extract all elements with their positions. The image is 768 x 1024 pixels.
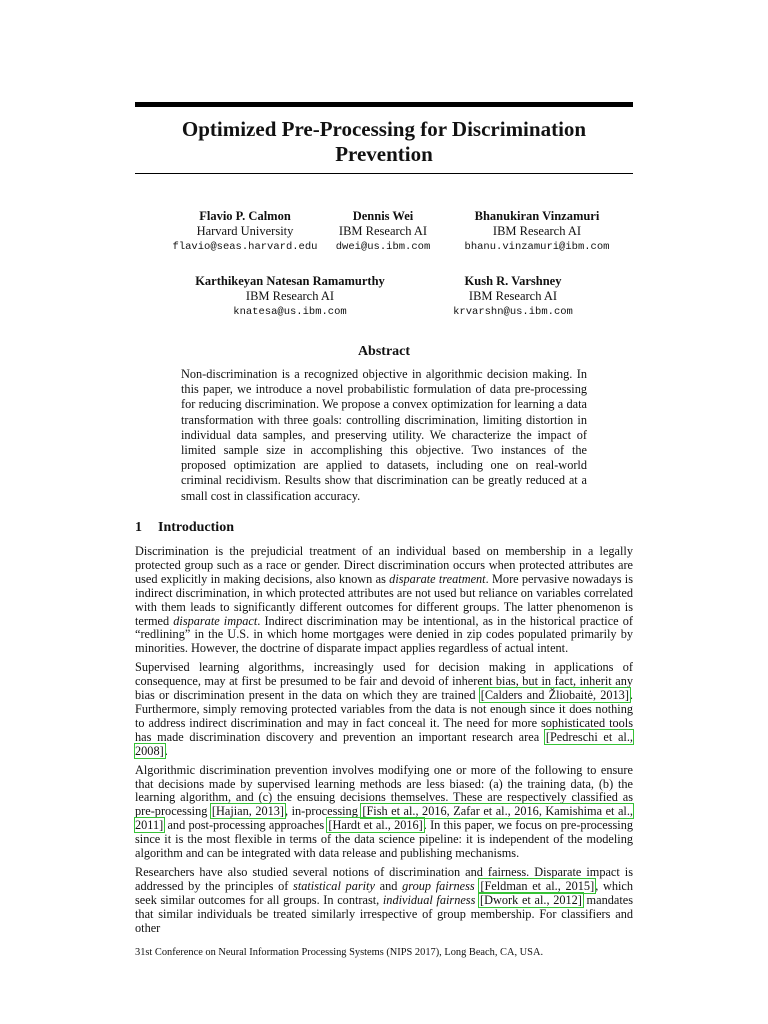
emphasis: individual fairness — [382, 892, 476, 907]
emphasis: statistical parity — [293, 878, 375, 893]
emphasis: group fairness — [402, 878, 475, 893]
title-line-1: Optimized Pre-Processing for Discrimination — [181, 117, 587, 141]
citation-link[interactable]: [Hardt et al., 2016] — [328, 818, 423, 833]
title-bottom-rule — [135, 173, 633, 174]
section-number: 1 — [135, 520, 142, 535]
author-name: Karthikeyan Natesan Ramamurthy — [195, 274, 385, 288]
abstract-text: Non-discrimination is a recognized objective in algorithmic decision making. In this paper, we introduce a novel probabilistic formulation of data pre-processing for reducing discrimination. We propose a convex optimization for learning a data transformation with three goals: controlling discrimination, limiting distortion in individual data samples, and preserving utility. We characterize the impact of limited sample size in accomplishing this objective. Two instances of the proposed optimization are applied to datasets, including one on real-world criminal recidivism. Results show that discrimination can be greatly reduced at a small cost in classification accuracy. — [181, 367, 587, 503]
author-affiliation: IBM Research AI — [338, 224, 428, 238]
author-block — [446, 209, 628, 255]
citation-link[interactable]: [Fish et al., 2016, Zafar et al., 2016, Kamishima et al., 2011] — [135, 804, 633, 833]
author-email[interactable]: krvarshn@us.ibm.com — [453, 306, 573, 318]
author-name: Dennis Wei — [352, 209, 414, 223]
citation-link[interactable]: [Hajian, 2013] — [211, 804, 285, 819]
author-block — [438, 274, 588, 320]
author-block — [160, 209, 330, 255]
title-line-2: Prevention — [335, 142, 433, 166]
author-email[interactable]: flavio@seas.harvard.edu — [172, 241, 318, 253]
citation-link[interactable]: [Pedreschi et al., 2008] — [135, 729, 633, 758]
author-email[interactable]: knatesa@us.ibm.com — [233, 306, 347, 318]
author-affiliation: IBM Research AI — [245, 289, 335, 303]
section-heading — [135, 520, 633, 536]
citation-link[interactable]: [Dwork et al., 2012] — [480, 892, 582, 907]
author-affiliation: Harvard University — [196, 224, 294, 238]
paragraph: Supervised learning algorithms, increasingly used for decision making in applications of consequence, may at first be presumed to be fair and devoid of inherent bias, but in fact, inherit any bias or discrimination present in the data on which they are trained [Calders and Žliobaitė, 2013]. Furthermore, simply removing protected variables from the data is not enough since it does nothing to address indirect discrimination and may in fact conceal it. The need for more sophisticated tools has made discrimination discovery and prevention an important research area [Pedreschi et al., 2008]. — [135, 660, 633, 758]
author-affiliation: IBM Research AI — [492, 224, 582, 238]
citation-link[interactable]: [Feldman et al., 2015] — [480, 878, 595, 893]
author-name: Flavio P. Calmon — [199, 209, 291, 223]
citation-link[interactable]: [Calders and Žliobaitė, 2013] — [480, 688, 629, 703]
title-top-rule — [135, 102, 633, 107]
author-affiliation: IBM Research AI — [468, 289, 558, 303]
paper-title — [135, 117, 633, 167]
paragraph: Algorithmic discrimination prevention involves modifying one or more of the following to ensure that decisions made by supervised learning methods are less biased: (a) the training data, (b) the learning algorithm, and (c) the ensuing decisions themselves. These are respectively classified as pre-processing [Hajian, 2013], in-processing [Fish et al., 2016, Zafar et al., 2016, Kamishima et al., 2011] and post-processing approaches [Hardt et al., 2016]. In this paper, we focus on pre-processing since it is the most flexible in terms of the data science pipeline: it is independent of the modeling algorithm and can be integrated with data release and publishing mechanisms. — [135, 762, 634, 861]
author-name: Bhanukiran Vinzamuri — [474, 209, 600, 223]
paragraph: Researchers have also studied several notions of discrimination and fairness. Disparate impact is addressed by the principles of statistical parity and group fairness [Feldman et al., 2015], which seek similar outcomes for all groups. In contrast, individual fairness [Dwork et al., 2012] mandates that similar individuals be treated similarly irrespective of group membership. For classifiers and other — [135, 864, 634, 935]
author-block — [320, 209, 446, 255]
section-title: Introduction — [158, 520, 234, 535]
conference-footnote: 31st Conference on Neural Information Processing Systems (NIPS 2017), Long Beach, CA, USA. — [135, 947, 544, 958]
emphasis: disparate treatment — [389, 571, 486, 586]
emphasis: disparate impact — [173, 613, 258, 628]
author-block — [178, 274, 402, 320]
author-email[interactable]: dwei@us.ibm.com — [335, 241, 431, 253]
author-name: Kush R. Varshney — [464, 274, 562, 288]
abstract-heading: Abstract — [357, 344, 411, 359]
paragraph: Discrimination is the prejudicial treatment of an individual based on membership in a legally protected group such as a race or gender. Direct discrimination occurs when protected attributes are used explicitly in making decisions, also known as disparate treatment. More pervasive nowadays is indirect discrimination, in which protected attributes are not used but reliance on variables correlated with them leads to significantly different outcomes for different groups. The latter phenomenon is termed disparate impact. Indirect discrimination may be intentional, as in the historical practice of “redlining” in the U.S. in which home mortgages were denied in zip codes populated primarily by minorities. However, the doctrine of disparate impact applies regardless of actual intent. — [135, 544, 633, 656]
author-email[interactable]: bhanu.vinzamuri@ibm.com — [464, 241, 610, 253]
introduction-body — [135, 545, 633, 940]
